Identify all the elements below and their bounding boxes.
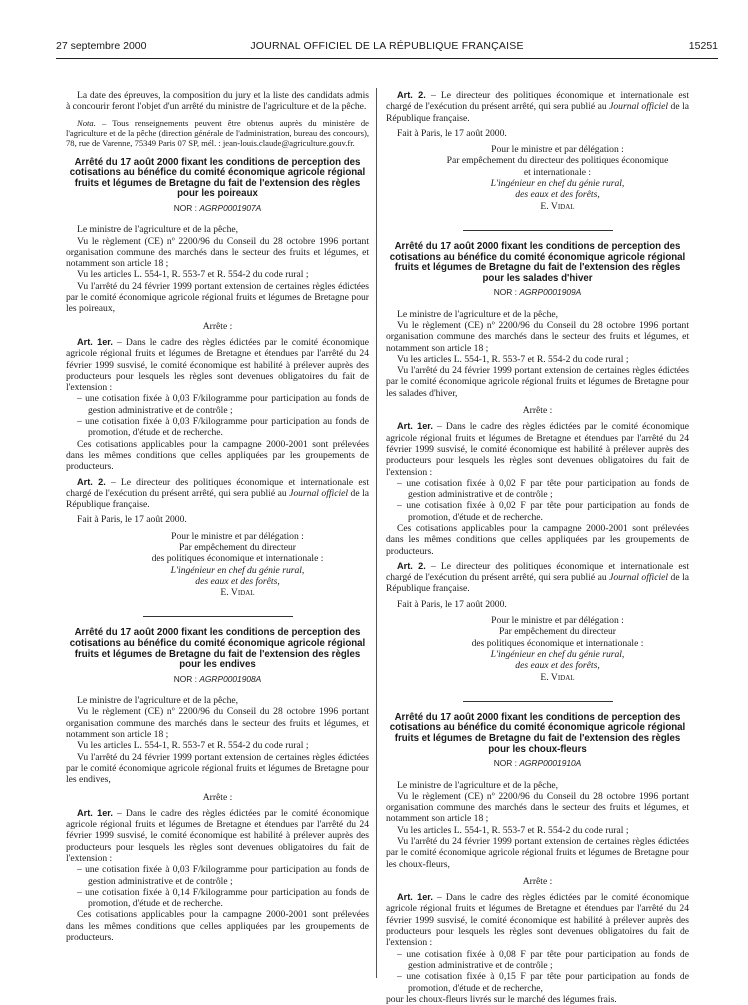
arrete-endives — [66, 628, 369, 943]
journal-officiel-italic: Journal officiel — [609, 101, 669, 113]
nor-label: NOR : — [173, 202, 200, 213]
signatory-name: E. Vidal — [540, 671, 575, 683]
nor-reference — [386, 287, 689, 298]
signature-block — [426, 615, 689, 683]
fait-a-paris: Fait à Paris, le 17 août 2000. — [397, 598, 507, 610]
article-1 — [386, 892, 689, 948]
signature-line: L'ingénieur en chef du génie rural, — [490, 178, 625, 190]
nota-text: – Tous renseignements peuvent être obtenus auprès du ministère de l'agriculture et de la pêche (direction générale de l'administration, bureau des concours), 78, rue de Varenne, 75349 Paris 07 SP, mél. : jean-louis.claude@agriculture.gouv.fr. — [66, 117, 369, 148]
visa-articles: Vu les articles L. 554-1, R. 553-7 et R. 554-2 du code rural ; — [77, 269, 309, 281]
journal-officiel-italic: Journal officiel — [289, 487, 349, 499]
nor-reference — [386, 758, 689, 769]
article-1 — [66, 808, 369, 864]
nor-reference — [66, 674, 369, 685]
signature-block — [106, 531, 369, 599]
signature-line: Par empêchement du directeur — [499, 626, 616, 638]
intro-paragraph: La date des épreuves, la composition du jury et la liste des candidats admis à concourir feront l'objet d'un arrêté du ministre de l'agriculture et de la pêche. — [66, 90, 369, 113]
visa-reglement: Vu le règlement (CE) nº 2200/96 du Conseil du 28 octobre 1996 portant organisation commune des marchés dans le secteur des fruits et légumes, et notamment son article 18 ; — [386, 790, 689, 825]
article-2-heading: Art. 2. — [77, 476, 106, 487]
header-journal-title: JOURNAL OFFICIEL DE LA RÉPUBLIQUE FRANÇAISE — [250, 40, 524, 52]
article-2-tail: de la République française. — [386, 572, 689, 595]
arrete-title: Arrêté du 17 août 2000 fixant les conditions de perception des cotisations au bénéfice du comité économique agricole régional fruits et légumes de Bretagne du fait de l'extension des règles pour les poireaux — [69, 156, 366, 200]
visa-articles: Vu les articles L. 554-1, R. 553-7 et R. 554-2 du code rural ; — [397, 353, 629, 365]
article-1 — [386, 421, 689, 477]
signature-line: L'ingénieur en chef du génie rural, — [170, 564, 305, 576]
cotisation-item: – une cotisation fixée à 0,03 F/kilogramme pour participation au fonds de gestion administrative et de contrôle ; — [77, 393, 369, 416]
left-column — [66, 90, 369, 943]
section-separator — [463, 701, 613, 703]
article-2-heading: Art. 2. — [397, 560, 426, 571]
arrete-word: Arrête : — [522, 875, 553, 887]
closing-line: pour les choux-fleurs livrés sur le marché des légumes frais. — [386, 993, 617, 1005]
article-2-heading: Art. 2. — [397, 90, 426, 100]
article-2 — [386, 561, 689, 595]
nor-label: NOR : — [493, 287, 520, 298]
article-1-heading: Art. 1er. — [77, 807, 113, 818]
signature-line: Par empêchement du directeur des politiques économique et internationale : — [446, 155, 669, 178]
arrete-title: Arrêté du 17 août 2000 fixant les conditions de perception des cotisations au bénéfice du comité économique agricole régional fruits et légumes de Bretagne du fait de l'extension des règles pour les choux-fleurs — [389, 711, 686, 755]
visa-reglement: Vu le règlement (CE) nº 2200/96 du Conseil du 28 octobre 1996 portant organisation commune des marchés dans le secteur des fruits et légumes, et notamment son article 18 ; — [66, 706, 369, 741]
arrete-poireaux — [66, 158, 369, 599]
visa-minister: Le ministre de l'agriculture et de la pêche, — [397, 779, 559, 791]
article-1-text: – Dans le cadre des règles édictées par le comité économique agricole régional fruits et légumes de Bretagne et étendues par l'arrêté du 24 février 1999 susvisé, le comité économique est habilité à prélever auprès des producteurs pour lesquels les règles sont devenues obligatoires du fait de l'extension : — [386, 421, 689, 478]
article-1-text: – Dans le cadre des règles édictées par le comité économique agricole régional fruits et légumes de Bretagne et étendues par l'arrêté du 24 février 1999 susvisé, le comité économique est habilité à prélever auprès des producteurs pour lesquels les règles sont devenues obligatoires du fait de l'extension : — [66, 336, 369, 394]
signature-block — [426, 144, 689, 212]
cotisation-item: – une cotisation fixée à 0,03 F/kilogramme pour participation au fonds de promotion, d'étude et de recherche. — [77, 416, 369, 439]
visa-arrete: Vu l'arrêté du 24 février 1999 portant extension de certaines règles édictées par le comité économique agricole régional fruits et légumes de Bretagne pour les endives, — [66, 751, 369, 786]
cotisation-item: – une cotisation fixée à 0,15 F par tête pour participation au fonds de promotion, d'étude et de recherche, — [397, 971, 689, 994]
nor-code: AGRP0001910A — [519, 758, 582, 769]
visa-arrete: Vu l'arrêté du 24 février 1999 portant extension de certaines règles édictées par le comité économique agricole régional fruits et légumes de Bretagne pour les choux-fleurs, — [386, 836, 689, 870]
cotisation-item: – une cotisation fixée à 0,03 F/kilogramme pour participation au fonds de gestion administrative et de contrôle ; — [77, 864, 369, 887]
fait-a-paris: Fait à Paris, le 17 août 2000. — [397, 127, 507, 139]
signatory-name: E. Vidal — [540, 200, 575, 212]
signature-line: Par empêchement du directeur — [179, 541, 296, 553]
article-1 — [66, 337, 369, 393]
article-2-text: – Le directeur des politiques économique et internationale est chargé de l'exécution du présent arrêté, qui sera publié au — [386, 560, 689, 584]
article-2-text: – Le directeur des politiques économique et internationale est chargé de l'exécution du présent arrêté, qui sera publié au — [66, 476, 369, 499]
section-separator — [463, 230, 613, 232]
arrete-word: Arrête : — [522, 405, 553, 417]
signature-line: Pour le ministre et par délégation : — [491, 144, 624, 156]
article-1-heading: Art. 1er. — [397, 892, 433, 903]
arrete-choux-fleurs — [386, 713, 689, 1005]
header-page-number: 15251 — [688, 40, 718, 52]
column-divider — [376, 88, 377, 978]
visa-articles: Vu les articles L. 554-1, R. 553-7 et R. 554-2 du code rural ; — [77, 740, 309, 752]
signature-line: des eaux et des forêts, — [515, 660, 600, 672]
nor-code: AGRP0001907A — [199, 202, 262, 213]
arrete-title: Arrêté du 17 août 2000 fixant les conditions de perception des cotisations au bénéfice du comité économique agricole régional fruits et légumes de Bretagne du fait de l'extension des règles pour les endives — [69, 627, 366, 671]
visa-minister: Le ministre de l'agriculture et de la pêche, — [77, 224, 239, 236]
signature-line: des eaux et des forêts, — [515, 189, 600, 201]
cotisation-item: – une cotisation fixée à 0,14 F/kilogramme pour participation au fonds de promotion, d'étude et de recherche. — [77, 886, 369, 910]
visa-reglement: Vu le règlement (CE) nº 2200/96 du Conseil du 28 octobre 1996 portant organisation commune des marchés dans le secteur des fruits et légumes, et notamment son article 18 ; — [386, 319, 689, 354]
cotisation-item: – une cotisation fixée à 0,08 F par tête pour participation au fonds de gestion administrative et de contrôle ; — [397, 948, 689, 971]
article-1-heading: Art. 1er. — [397, 421, 433, 432]
visa-articles: Vu les articles L. 554-1, R. 553-7 et R. 554-2 du code rural ; — [397, 824, 629, 836]
nor-code: AGRP0001908A — [199, 673, 262, 684]
article-2-tail: de la République française. — [386, 101, 689, 124]
header-date: 27 septembre 2000 — [56, 40, 147, 52]
arrete-title: Arrêté du 17 août 2000 fixant les conditions de perception des cotisations au bénéfice du comité économique agricole régional fruits et légumes de Bretagne du fait de l'extension des règles pour les salades d'hiver — [389, 240, 686, 284]
article-1-text: – Dans le cadre des règles édictées par le comité économique agricole régional fruits et légumes de Bretagne et étendues par l'arrêté du 24 février 1999 susvisé, le comité économique est habilité à prélever auprès des producteurs pour lesquels les règles sont devenues obligatoires du fait de l'extension : — [66, 807, 369, 864]
cotisation-item: – une cotisation fixée à 0,02 F par tête pour participation au fonds de gestion administrative et de contrôle ; — [397, 477, 689, 501]
signature-line: des eaux et des forêts, — [195, 575, 280, 587]
nota-label: Nota. — [77, 117, 96, 128]
nota-paragraph — [66, 118, 369, 148]
signature-line: des politiques économique et internationale : — [471, 637, 644, 649]
campaign-paragraph: Ces cotisations applicables pour la campagne 2000-2001 sont prélevées dans les mêmes conditions que celles appliquées par les groupements de producteurs. — [66, 438, 369, 473]
arrete-word: Arrête : — [202, 791, 233, 803]
article-2 — [66, 477, 369, 511]
visa-reglement: Vu le règlement (CE) nº 2200/96 du Conseil du 28 octobre 1996 portant organisation commune des marchés dans le secteur des fruits et légumes, et notamment son article 18 ; — [66, 235, 369, 270]
journal-officiel-italic: Journal officiel — [609, 572, 669, 584]
campaign-paragraph: Ces cotisations applicables pour la campagne 2000-2001 sont prélevées dans les mêmes conditions que celles appliquées par les groupements de producteurs. — [66, 909, 369, 944]
nor-code: AGRP0001909A — [519, 287, 582, 298]
visa-arrete: Vu l'arrêté du 24 février 1999 portant extension de certaines règles édictées par le comité économique agricole régional fruits et légumes de Bretagne pour les salades d'hiver, — [386, 365, 689, 399]
visa-arrete: Vu l'arrêté du 24 février 1999 portant extension de certaines règles édictées par le comité économique agricole régional fruits et légumes de Bretagne pour les poireaux, — [66, 280, 369, 315]
page-header — [56, 40, 718, 56]
article-2-text: – Le directeur des politiques économique et internationale est chargé de l'exécution du présent arrêté, qui sera publié au — [386, 90, 689, 113]
arrete-salades-hiver — [386, 242, 689, 683]
article-2-tail: de la République française. — [66, 487, 369, 511]
fait-a-paris: Fait à Paris, le 17 août 2000. — [77, 514, 187, 526]
nor-reference — [66, 203, 369, 214]
article-1-heading: Art. 1er. — [77, 336, 113, 347]
cotisation-item: – une cotisation fixée à 0,02 F par tête pour participation au fonds de promotion, d'étude et de recherche. — [397, 500, 689, 523]
right-column — [386, 90, 689, 1005]
article-2 — [386, 90, 689, 124]
signature-line: Pour le ministre et par délégation : — [171, 530, 304, 542]
section-separator — [143, 616, 293, 618]
signatory-name: E. Vidal — [220, 587, 255, 599]
signature-line: Pour le ministre et par délégation : — [491, 615, 624, 627]
visa-minister: Le ministre de l'agriculture et de la pêche, — [397, 308, 559, 320]
campaign-paragraph: Ces cotisations applicables pour la campagne 2000-2001 sont prélevées dans les mêmes conditions que celles appliquées par les groupements de producteurs. — [386, 522, 689, 557]
arrete-word: Arrête : — [202, 320, 233, 332]
signature-line: L'ingénieur en chef du génie rural, — [490, 648, 625, 660]
nor-label: NOR : — [493, 758, 520, 769]
nor-label: NOR : — [173, 673, 200, 684]
article-1-text: – Dans le cadre des règles édictées par le comité économique agricole régional fruits et légumes de Bretagne et étendues par l'arrêté du 24 février 1999 susvisé, le comité économique est habilité à prélever auprès des producteurs pour lesquels les règles sont devenues obligatoires du fait de l'extension : — [386, 892, 689, 949]
header-rule — [56, 58, 718, 59]
visa-minister: Le ministre de l'agriculture et de la pêche, — [77, 695, 239, 707]
signature-line: des politiques économique et internationale : — [151, 553, 324, 565]
